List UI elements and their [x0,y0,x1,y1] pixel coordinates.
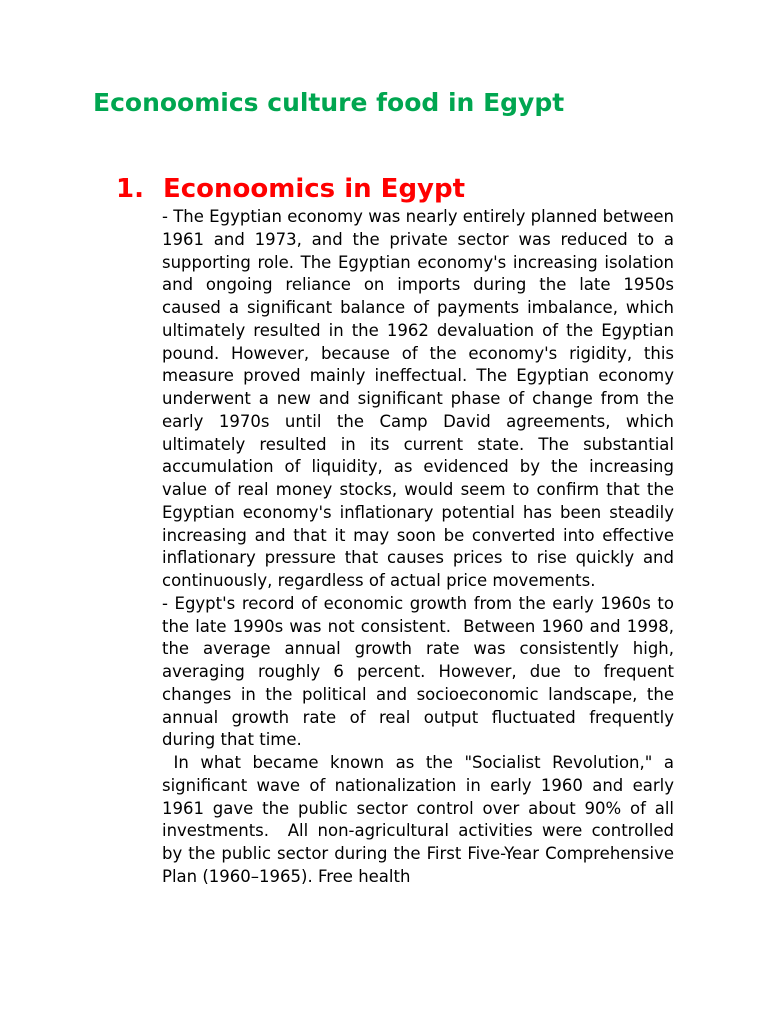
paragraph-socialist-revolution: In what became known as the "Socialist Revolution," a significant wave of nationalization in early 1960 and early 1961 gave the public sector control over about 90% of all investments. All non-agricultural activities were controlled by the public sector during the First Five-Year Comprehensive Plan (1960–1965). Free health [162,753,680,886]
paragraph-planned-economy: - The Egyptian economy was nearly entirely planned between 1961 and 1973, and the private sector was reduced to a supporting role. The Egyptian economy's increasing isolation and ongoing reliance on imports during the late 1950s caused a significant balance of payments imbalance, which ultimately resulted in the 1962 devaluation of the Egyptian pound. However, because of the economy's rigidity, this measure proved mainly ineffectual. The Egyptian economy underwent a new and significant phase of change from the early 1970s until the Camp David agreements, which ultimately resulted in its current state. The substantial accumulation of liquidity, as evidenced by the increasing value of real money stocks, would seem to confirm that the Egyptian economy's inflationary potential has been steadily increasing and that it may soon be converted into effective inflationary pressure that causes prices to rise quickly and continuously, regardless of actual price movements. [162,207,680,590]
section-heading [116,172,465,206]
paragraph-economic-growth: - Egypt's record of economic growth from the early 1960s to the late 1990s was not consistent. Between 1960 and 1998, the average annual growth rate was consistently high, averaging roughly 6 percent. However, due to frequent changes in the political and socioeconomic landscape, the annual growth rate of real output fluctuated frequently during that time. [162,593,680,750]
section-body [162,206,680,889]
section-number: 1. [116,174,144,204]
document-title: Econoomics culture food in Egypt [93,88,565,117]
section-heading-text: Econoomics in Egypt [163,174,466,204]
